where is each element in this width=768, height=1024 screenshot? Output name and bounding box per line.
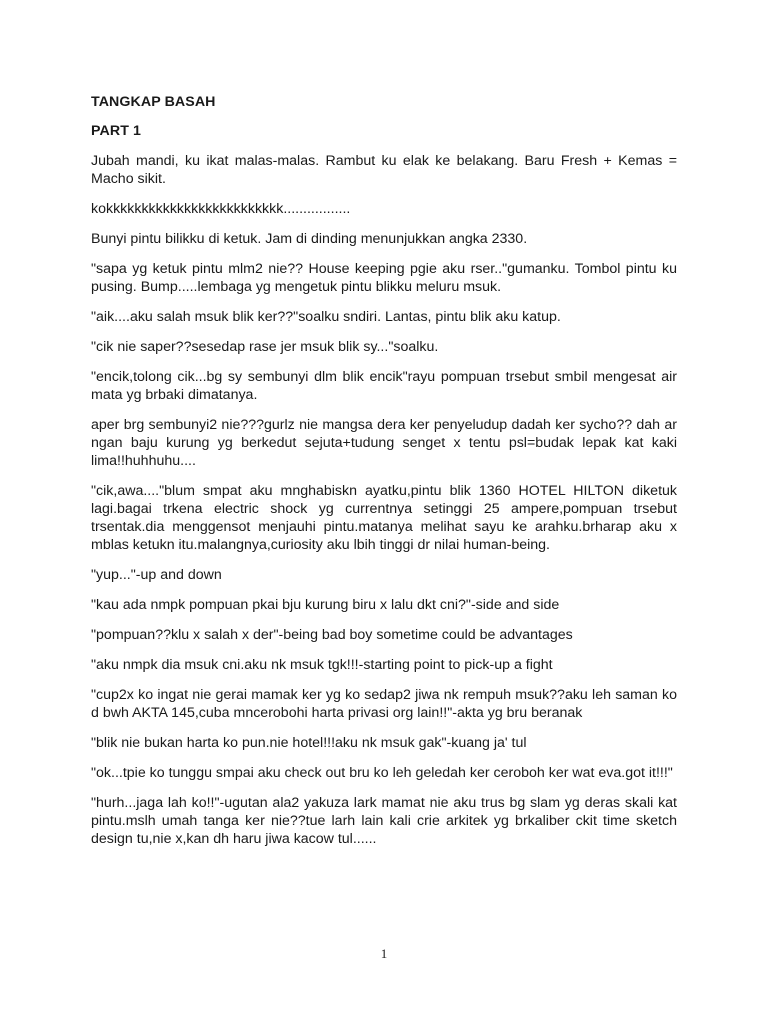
paragraph-4: "sapa yg ketuk pintu mlm2 nie?? House keeping pgie aku rser.."gumanku. Tombol pintu ku pusing. Bump.....lembaga yg mengetuk pintu blikku meluru msuk. — [91, 261, 677, 295]
paragraph-15: "blik nie bukan harta ko pun.nie hotel!!!aku nk msuk gak"-kuang ja' tul — [91, 735, 527, 751]
paragraph-1: Jubah mandi, ku ikat malas-malas. Rambut ku elak ke belakang. Baru Fresh + Kemas = Macho sikit. — [91, 153, 677, 187]
paragraph-10: "yup..."-up and down — [91, 567, 222, 583]
paragraph-8: aper brg sembunyi2 nie???gurlz nie mangsa dera ker penyeludup dadah ker sycho?? dah ar ngan baju kurung yg berkedut sejuta+tudung senget x tentu psl=budak lepak kat kaki lima!!huhhuhu.... — [91, 417, 677, 469]
paragraph-13: "aku nmpk dia msuk cni.aku nk msuk tgk!!!-starting point to pick-up a fight — [91, 657, 553, 673]
paragraph-2: kokkkkkkkkkkkkkkkkkkkkkkkkk................. — [91, 201, 351, 217]
paragraph-5: "aik....aku salah msuk blik ker??"soalku sndiri. Lantas, pintu blik aku katup. — [91, 309, 561, 325]
paragraph-14: "cup2x ko ingat nie gerai mamak ker yg ko sedap2 jiwa nk rempuh msuk??aku leh saman ko d bwh AKTA 145,cuba mncerobohi harta privasi org lain!!"-akta yg bru beranak — [91, 687, 677, 721]
part-heading: PART 1 — [91, 123, 141, 139]
document-title: TANGKAP BASAH — [91, 94, 216, 110]
paragraph-9: "cik,awa...."blum smpat aku mnghabiskn ayatku,pintu blik 1360 HOTEL HILTON diketuk lagi.bagai trkena electric shock yg currentnya setinggi 25 ampere,pompuan trsebut trsentak.dia menggensot menjauhi pintu.matanya melihat sayu ke arahku.brharap aku x mblas ketukn itu.malangnya,curiosity aku lbih tinggi dr nilai human-being. — [91, 483, 677, 553]
paragraph-3: Bunyi pintu bilikku di ketuk. Jam di dinding menunjukkan angka 2330. — [91, 231, 528, 247]
paragraph-11: "kau ada nmpk pompuan pkai bju kurung biru x lalu dkt cni?"-side and side — [91, 597, 560, 613]
paragraph-12: "pompuan??klu x salah x der"-being bad boy sometime could be advantages — [91, 627, 573, 643]
paragraph-6: "cik nie saper??sesedap rase jer msuk blik sy..."soalku. — [91, 339, 439, 355]
page-number: 1 — [380, 946, 388, 961]
paragraph-17: "hurh...jaga lah ko!!"-ugutan ala2 yakuza lark mamat nie aku trus bg slam yg deras skali kat pintu.mslh umah tanga ker nie??tue larh lain kali crie arkitek yg brkaliber ckit time sketch design tu,nie x,kan dh haru jiwa kacow tul...... — [91, 795, 677, 847]
document-body — [91, 93, 677, 860]
paragraph-16: "ok...tpie ko tunggu smpai aku check out bru ko leh geledah ker ceroboh ker wat eva.got it!!!" — [91, 765, 673, 781]
paragraph-7: "encik,tolong cik...bg sy sembunyi dlm blik encik"rayu pompuan trsebut smbil mengesat air mata yg brbaki dimatanya. — [91, 369, 677, 403]
